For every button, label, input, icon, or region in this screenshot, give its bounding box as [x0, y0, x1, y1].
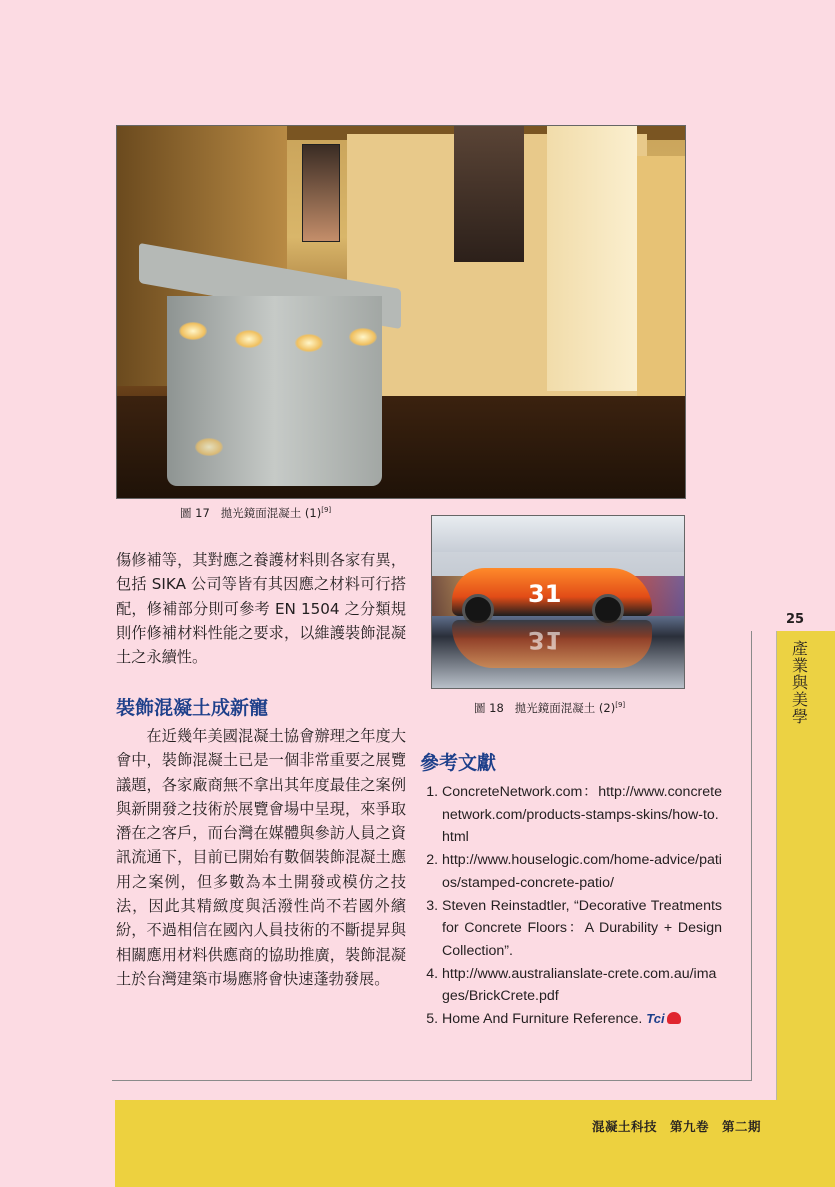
body-paragraph: 在近幾年美國混凝土協會辦理之年度大會中，裝飾混凝土已是一個非常重要之展覽議題，各家廠商無不拿出其年度最佳之案例與新開發之技術於展覽會場中呈現，來爭取潛在之客戶，而台灣在媒體與參訪人員之資訊流通下，目前已開始有數個裝飾混凝土應用之案例，但多數為本土開發或模仿之技法，因此其精緻度與活潑性尚不若國外繽紛，不過相信在國內人員技術的不斷提昇與相關應用材料供應商的協助推廣，裝飾混凝土於台灣建築市場應將會快速蓬勃發展。 — [116, 727, 406, 988]
frame-line-horizontal — [112, 1080, 752, 1081]
footer-band-left — [0, 1100, 115, 1187]
page-number: 25 — [786, 612, 805, 627]
reference-item: 4. http://www.australianslate-crete.com.au/images/BrickCrete.pdf — [442, 963, 722, 1008]
reference-item: 3. Steven Reinstadtler, “Decorative Treatments for Concrete Floors：A Durability + Design Collection”. — [442, 895, 722, 963]
figure-17-caption: 圖 17 拋光鏡面混凝土 (1)[9] — [180, 506, 332, 520]
references-heading: 參考文獻 — [420, 752, 497, 774]
figure-17-photo — [116, 125, 686, 499]
section-heading: 裝飾混凝土成新寵 — [116, 697, 269, 719]
poster-image — [302, 144, 340, 242]
body-paragraph: 傷修補等，其對應之養護材料則各家有異，包括 SIKA 公司等皆有其因應之材料可行搭配，修補部分則可參考 EN 1504 之分類規則作修補材料性能之要求，以維護裝飾混凝土之永續性。 — [116, 551, 406, 667]
figure-18-photo — [431, 515, 685, 689]
footer-band — [0, 1100, 835, 1187]
frame-line-vertical-outer — [776, 631, 777, 1101]
reference-item-last: 5. Home And Furniture Reference. Tci — [442, 1008, 722, 1031]
car-number-reflection: 31 — [528, 626, 562, 654]
reference-item: 1. ConcreteNetwork.com：http://www.concretenetwork.com/products-stamps-skins/how-to.html — [442, 781, 722, 849]
frame-line-vertical — [751, 631, 752, 1081]
tci-logo: Tci — [646, 1011, 665, 1027]
end-mark-icon — [667, 1012, 681, 1024]
reference-item: 2. http://www.houselogic.com/home-advice/patios/stamped-concrete-patio/ — [442, 849, 722, 894]
figure-18-caption: 圖 18 拋光鏡面混凝土 (2)[9] — [474, 701, 626, 715]
journal-title: 混凝土科技 第九卷 第二期 — [592, 1119, 762, 1134]
poster-image — [454, 126, 524, 262]
section-tab-label: 產業與美學 — [792, 639, 809, 726]
references-list — [418, 781, 722, 1031]
car-number: 31 — [528, 580, 562, 608]
